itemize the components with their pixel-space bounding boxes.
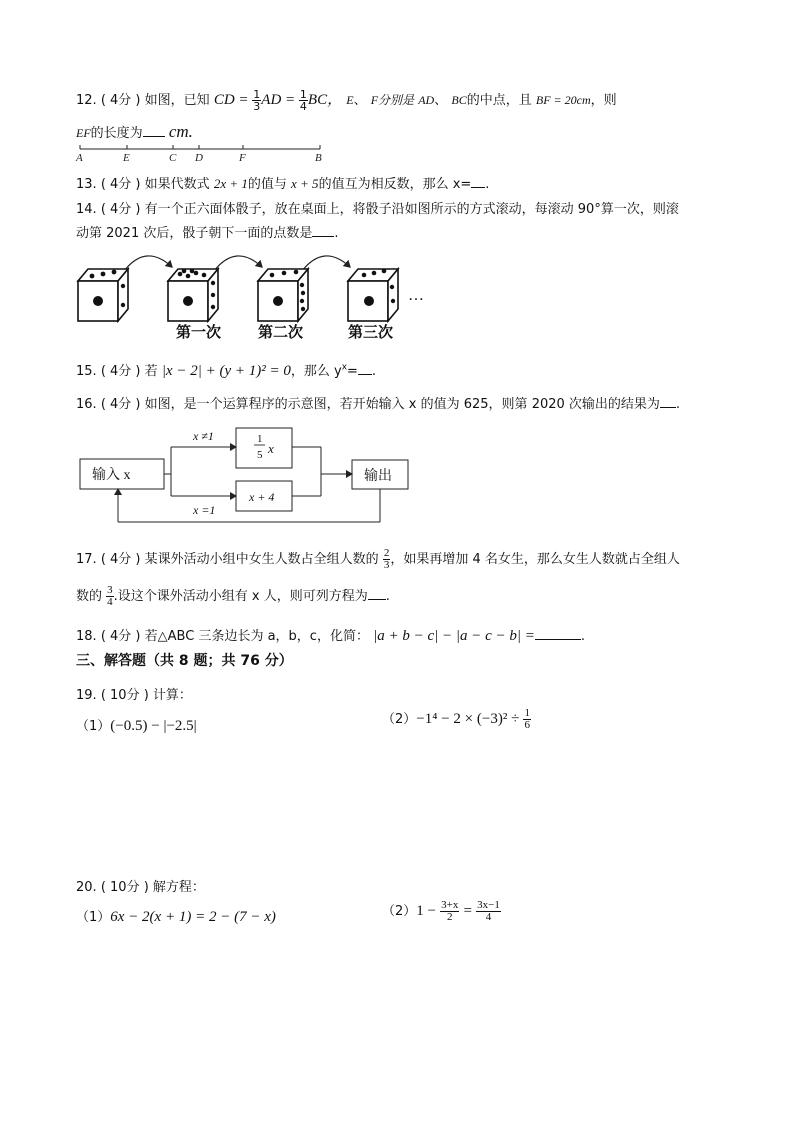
q15-score: ( 4分 ) [100, 364, 141, 379]
q19-part1 [76, 715, 197, 735]
condition-not-one: x ≠1 [193, 429, 214, 443]
box1-numerator: 1 [257, 433, 263, 445]
q17-frac2: $\frac{3}{4}$ [107, 584, 113, 608]
q19-p2-frac: $\frac{1}{6}$ [524, 707, 530, 731]
q12-sep: 、 [353, 93, 367, 108]
q18-expr: |a + b − c| − |a − c − b| = [373, 628, 535, 644]
q13-text3: 的值互为相反数，那么 x= [318, 177, 472, 192]
q17-text4: .设这个课外活动小组有 x 人，则可列方程为 [113, 589, 368, 604]
q16-number: 16. [76, 397, 97, 412]
q15-end: . [371, 364, 377, 379]
box1-denominator: 5 [257, 449, 263, 461]
q16-end: . [675, 397, 681, 412]
q14-score: ( 4分 ) [100, 202, 141, 217]
point-d: D [195, 152, 203, 164]
die-initial [78, 269, 128, 321]
q13-text1: 如果代数式 [144, 177, 210, 192]
q17-text1: 某课外活动小组中女生人数占全组人数的 [144, 552, 379, 567]
q20-p2-frac2: $\frac{3x-1}{4}$ [477, 899, 500, 923]
q19-p1-label: （1） [76, 719, 111, 734]
q15-sup: x [341, 362, 348, 373]
q19-p2-label: （2） [382, 712, 417, 727]
q18-end: . [580, 629, 586, 644]
roll-arrow-2 [214, 256, 262, 271]
q12-mid: 的中点，且 [466, 93, 532, 108]
die-roll-2 [258, 269, 308, 321]
point-f: F [239, 152, 246, 164]
question-16 [76, 393, 680, 412]
question-12-line1 [76, 88, 617, 112]
q17-answer-blank[interactable] [368, 599, 386, 600]
q13-answer-blank[interactable] [471, 187, 485, 188]
q17-frac1: $\frac{2}{3}$ [383, 547, 390, 571]
q12-frac1: $\frac{1}{3}$ [253, 88, 261, 113]
q14-text1: 有一个正六面体骰子，放在桌面上，将骰子沿如图所示的方式滚动，每滚动 90°算一次，则滚 [144, 202, 679, 217]
section-3-heading: 三、解答题（共 8 题；共 76 分） [76, 653, 293, 669]
dice-figure [72, 245, 432, 345]
label-roll-2: 第二次 [258, 325, 304, 341]
q19-p1-expr: (−0.5) − |−2.5| [110, 718, 197, 734]
q12-cm: cm. [168, 122, 193, 141]
q17-text3: 数的 [76, 589, 103, 604]
q12-bc: BC， [307, 92, 343, 108]
q12-bf: BF = 20cm [535, 93, 591, 107]
question-14-line2 [76, 222, 339, 241]
q20-score: ( 10分 ) [100, 880, 149, 895]
q18-answer-blank[interactable] [535, 639, 581, 640]
q12-ad2: AD [418, 93, 435, 107]
q19-score: ( 10分 ) [100, 688, 149, 703]
q18-score: ( 4分 ) [100, 629, 141, 644]
q15-text2: ，那么 y [290, 364, 342, 379]
question-14-line1 [76, 198, 679, 217]
q15-text1: 若 [144, 364, 158, 379]
q13-score: ( 4分 ) [100, 177, 141, 192]
point-a: A [76, 152, 83, 164]
q17-text2: ，如果再增加 4 名女生，那么女生人数就占全组人 [390, 552, 680, 567]
label-roll-3: 第三次 [348, 325, 394, 341]
q13-end: . [485, 177, 490, 192]
q16-score: ( 4分 ) [100, 397, 141, 412]
q12-frac2: $\frac{1}{4}$ [299, 88, 307, 113]
q20-p2-eq: = [463, 903, 472, 919]
q20-p1-label: （1） [76, 910, 111, 925]
question-15 [76, 360, 376, 380]
q12-len: 的长度为 [90, 126, 143, 141]
q17-score: ( 4分 ) [100, 552, 141, 567]
question-17-line1 [76, 548, 680, 571]
q15-expr: |x − 2| + (y + 1)² = 0 [161, 363, 291, 379]
q14-end: . [334, 226, 339, 241]
q12-e: E [346, 93, 354, 107]
q18-number: 18. [76, 629, 97, 644]
flowchart [76, 420, 421, 530]
box1-var: x [268, 441, 274, 456]
q15-number: 15. [76, 364, 97, 379]
die-roll-1 [168, 269, 218, 321]
point-e: E [123, 152, 130, 164]
q19-part2 [382, 708, 531, 731]
label-roll-1: 第一次 [176, 325, 222, 341]
question-20 [76, 876, 205, 895]
q20-p2-frac1: $\frac{3+x}{2}$ [441, 899, 459, 923]
q12-ef: EF [76, 126, 91, 140]
q14-number: 14. [76, 202, 97, 217]
point-c: C [169, 152, 177, 164]
question-13 [76, 173, 489, 192]
q20-p2-label: （2） [382, 904, 417, 919]
q19-title: 计算： [152, 688, 192, 703]
question-19 [76, 684, 192, 703]
q13-number: 13. [76, 177, 97, 192]
q15-text3: = [347, 364, 358, 379]
q14-text2: 动第 2021 次后，骰子朝下一面的点数是 [76, 226, 313, 241]
segment-diagram [74, 140, 334, 164]
q17-end: . [385, 589, 390, 604]
q16-text: 如图，是一个运算程序的示意图，若开始输入 x 的值为 625，则第 2020 次输出的结果为 [144, 397, 660, 412]
q15-answer-blank[interactable] [358, 374, 372, 375]
output-label: 输出 [364, 469, 392, 484]
q12-intro: 如图，已知 [144, 93, 210, 108]
q12-score: ( 4分 ) [100, 93, 141, 108]
q20-part1 [76, 906, 276, 926]
q12-bc2: BC [451, 93, 467, 107]
box2-expr: x + 4 [249, 490, 275, 504]
q19-number: 19. [76, 688, 97, 703]
q12-answer-blank[interactable] [143, 136, 165, 137]
question-18 [76, 625, 585, 645]
condition-one: x =1 [193, 503, 216, 517]
q19-p2-expr: −1⁴ − 2 × (−3)² ÷ [416, 711, 520, 727]
q12-then: ，则 [590, 93, 617, 108]
q20-title: 解方程： [152, 880, 205, 895]
q14-answer-blank[interactable] [312, 236, 334, 237]
q20-p2-lead: 1 − [416, 903, 436, 919]
roll-arrow-1 [124, 256, 172, 271]
q20-p1-expr: 6x − 2(x + 1) = 2 − (7 − x) [110, 909, 276, 925]
input-label: 输入 x [92, 468, 131, 483]
q12-f: F分别是 [370, 93, 415, 107]
q13-expr1: 2x + 1 [213, 176, 248, 191]
q12-number: 12. [76, 93, 97, 108]
point-b: B [315, 152, 322, 164]
q12-cd: CD = [213, 92, 253, 108]
q17-number: 17. [76, 552, 97, 567]
q12-ad: AD = [261, 92, 299, 108]
q20-part2 [382, 900, 501, 923]
die-roll-3 [348, 269, 398, 321]
q13-expr2: x + 5 [291, 176, 319, 191]
q18-text: 若△ABC 三条边长为 a，b，c，化简： [144, 629, 369, 644]
question-17-line2 [76, 585, 390, 608]
q20-number: 20. [76, 880, 97, 895]
dice-ellipsis: … [408, 287, 424, 304]
q12-sep2: 、 [434, 93, 448, 108]
q16-answer-blank[interactable] [660, 407, 676, 408]
q13-text2: 的值与 [247, 177, 287, 192]
question-12-line2 [76, 122, 193, 142]
operation-box-1 [236, 428, 292, 468]
